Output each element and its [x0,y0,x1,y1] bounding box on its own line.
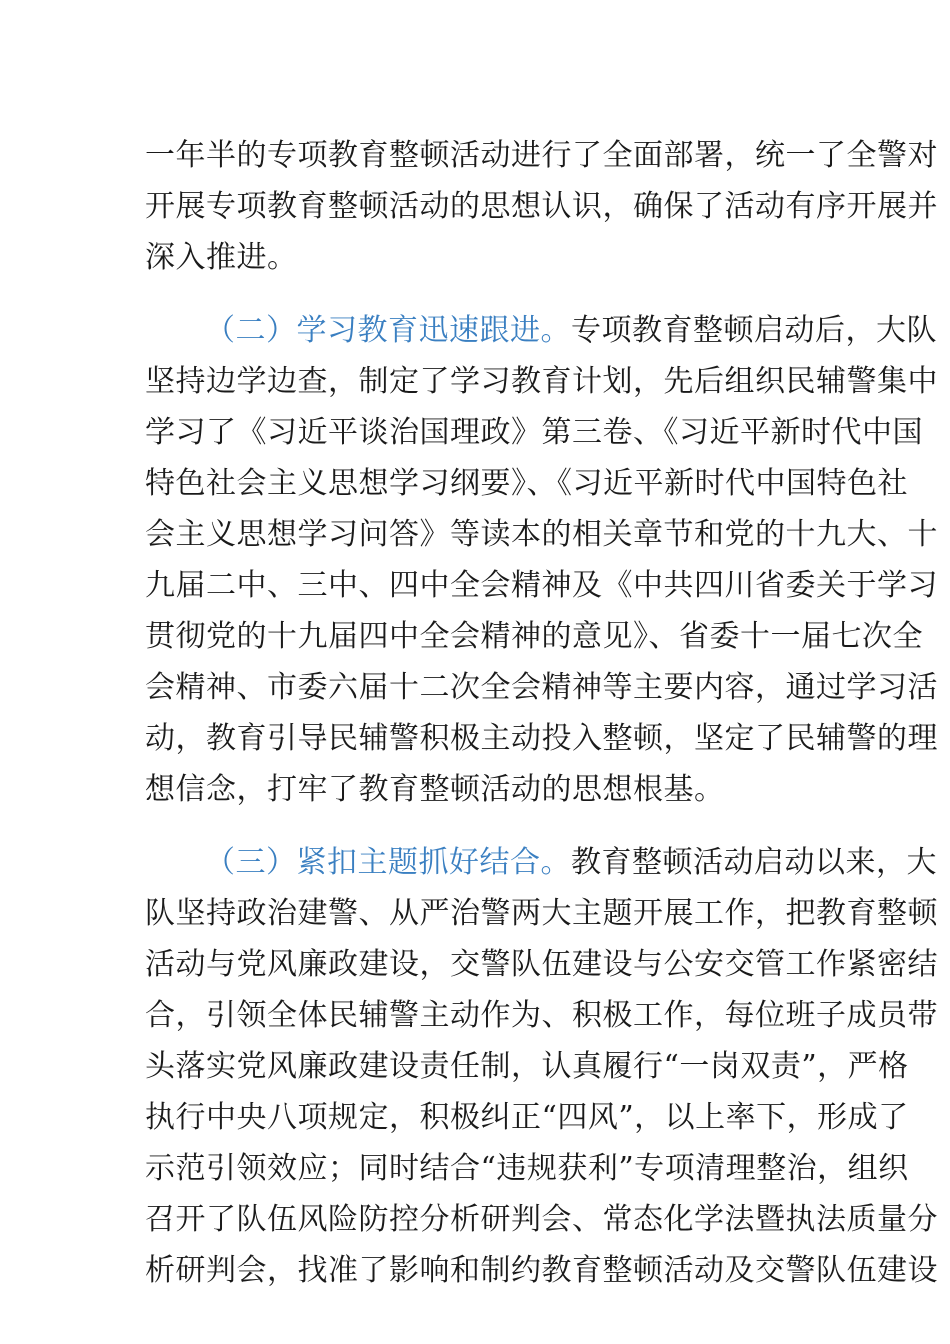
paragraph-2-line: 动，教育引导民辅警积极主动投入整顿，坚定了民辅警的理 [145,721,938,756]
document-body [145,130,938,1296]
section-heading-2: （二）学习教育迅速跟进。 [205,313,571,348]
paragraph-3-line: 执行中央八项规定，积极纠正“四风”，以上率下，形成了 [145,1100,909,1135]
paragraph-1-line: 深入推进。 [145,240,298,275]
paragraph-2-line: 贯彻党的十九届四中全会精神的意见》、省委十一届七次全 [145,619,923,654]
paragraph-3-first-line-text: 教育整顿活动启动以来，大 [571,845,937,880]
paragraph-2-first-line [145,305,937,356]
paragraph-3-line: 合，引领全体民辅警主动作为、积极工作，每位班子成员带 [145,998,938,1033]
paragraph-3-first-line [145,837,937,888]
paragraph-3 [145,837,938,1296]
paragraph-2 [145,305,938,815]
paragraph-3-line: 队坚持政治建警、从严治警两大主题开展工作，把教育整顿 [145,896,938,931]
paragraph-3-line: 召开了队伍风险防控分析研判会、常态化学法暨执法质量分 [145,1202,938,1237]
paragraph-2-line: 坚持边学边查，制定了学习教育计划，先后组织民辅警集中 [145,364,938,399]
paragraph-2-line: 学习了《习近平谈治国理政》第三卷、《习近平新时代中国 [145,415,923,450]
paragraph-1 [145,130,938,283]
paragraph-3-line: 析研判会，找准了影响和制约教育整顿活动及交警队伍建设 [145,1253,938,1288]
paragraph-1-line: 一年半的专项教育整顿活动进行了全面部署，统一了全警对 [145,138,938,173]
paragraph-2-line: 会主义思想学习问答》等读本的相关章节和党的十九大、十 [145,517,938,552]
paragraph-2-line: 会精神、市委六届十二次全会精神等主要内容，通过学习活 [145,670,938,705]
paragraph-3-line: 头落实党风廉政建设责任制，认真履行“一岗双责”，严格 [145,1049,909,1084]
paragraph-2-line: 想信念，打牢了教育整顿活动的思想根基。 [145,772,725,807]
paragraph-3-line: 示范引领效应；同时结合“违规获利”专项清理整治，组织 [145,1151,909,1186]
paragraph-2-line: 九届二中、三中、四中全会精神及《中共四川省委关于学习 [145,568,938,603]
paragraph-3-line: 活动与党风廉政建设，交警队伍建设与公安交管工作紧密结 [145,947,938,982]
paragraph-2-first-line-text: 专项教育整顿启动后，大队 [571,313,937,348]
paragraph-1-line: 开展专项教育整顿活动的思想认识，确保了活动有序开展并 [145,189,938,224]
paragraph-2-line: 特色社会主义思想学习纲要》、《习近平新时代中国特色社 [145,466,908,501]
section-heading-3: （三）紧扣主题抓好结合。 [205,845,571,880]
